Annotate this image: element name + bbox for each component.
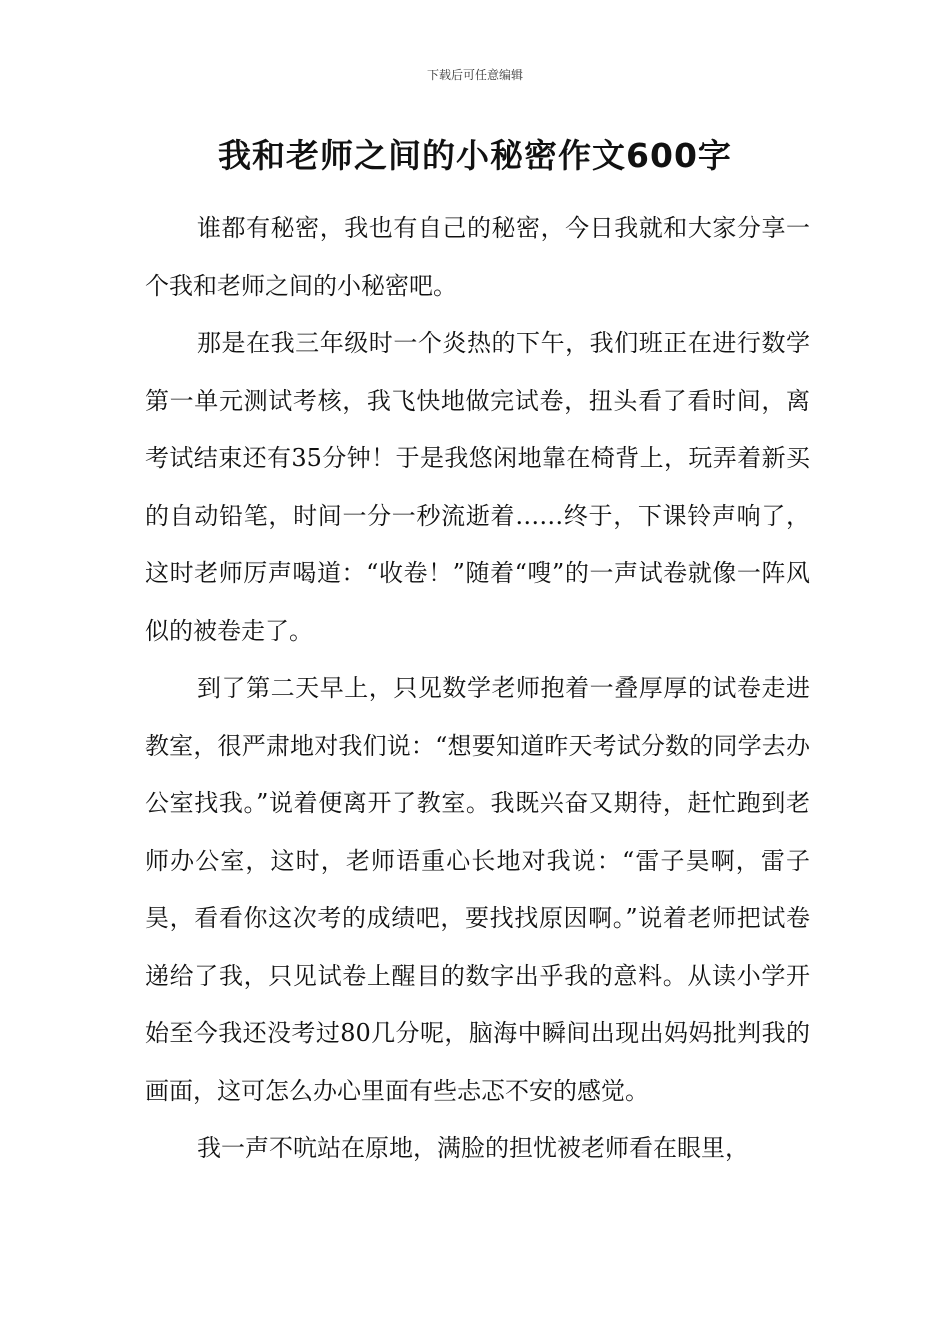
header-note: 下载后可任意编辑 <box>426 68 523 82</box>
paragraph: 谁都有秘密，我也有自己的秘密，今日我就和大家分享一个我和老师之间的小秘密吧。 <box>145 214 810 300</box>
paragraph: 那是在我三年级时一个炎热的下午，我们班正在进行数学第一单元测试考核，我飞快地做完试卷，扭头看了看时间，离考试结束还有35分钟！于是我悠闲地靠在椅背上，玩弄着新买的自动铅笔，时间一分一秒流逝着……终于，下课铃声响了，这时老师厉声喝道：“收卷！”随着“嗖”的一声试卷就像一阵风似的被卷走了。 <box>145 329 810 645</box>
document-body <box>145 200 810 1178</box>
paragraph: 我一声不吭站在原地，满脸的担忧被老师看在眼里， <box>197 1134 749 1162</box>
paragraph: 到了第二天早上，只见数学老师抱着一叠厚厚的试卷走进教室，很严肃地对我们说：“想要知道昨天考试分数的同学去办公室找我。”说着便离开了教室。我既兴奋又期待，赶忙跑到老师办公室，这时，老师语重心长地对我说：“雷子昊啊，雷子昊，看看你这次考的成绩吧，要找找原因啊。”说着老师把试卷递给了我，只见试卷上醒目的数字出乎我的意料。从读小学开始至今我还没考过80几分呢，脑海中瞬间出现出妈妈批判我的画面，这可怎么办心里面有些忐忑不安的感觉。 <box>145 674 810 1105</box>
document-title: 我和老师之间的小秘密作文600字 <box>218 136 732 175</box>
